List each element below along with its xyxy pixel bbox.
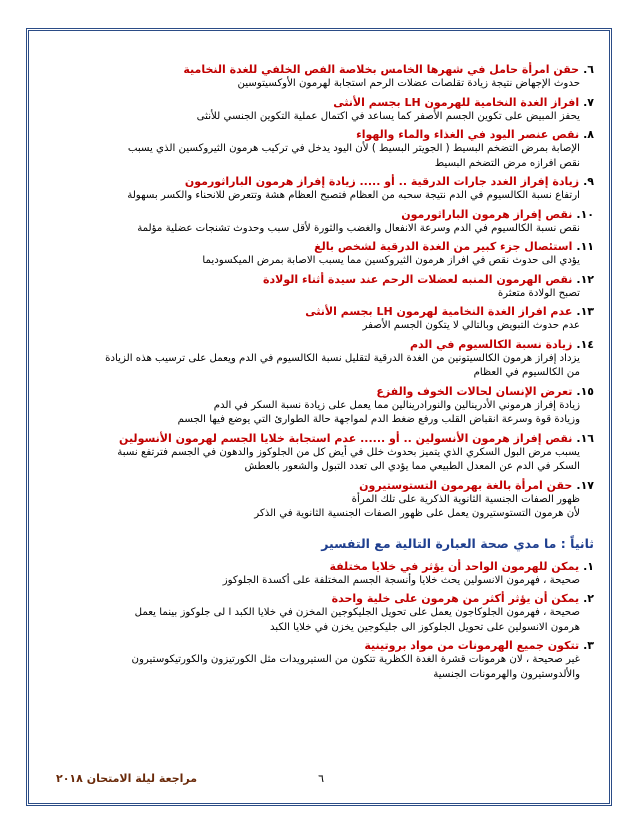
list-item (46, 62, 594, 92)
list-item (46, 478, 594, 522)
answer-line: يؤدي الى حدوث نقص في افراز هرمون الثيروكسين مما يسبب الاصابة بمرض الميكسوديما (202, 255, 580, 266)
answer-line: تصبح الولادة متعثرة (497, 287, 580, 299)
question-line (46, 272, 594, 287)
list-item (46, 384, 594, 428)
section-2-title (46, 536, 594, 551)
answer-line: وزيادة قوة وسرعة انقباض القلب ورفع ضغط الدم لمواجهة حالة الطوارئ التي يوضع فيها الجسم (177, 414, 580, 425)
answer-line: حدوث الإجهاض نتيجة زيادة تقلصات عضلات الرحم استجابة لهرمون الأوكسيتوسين (237, 78, 580, 89)
answer-line: يحفز المبيض على تكوين الجسم الأصفر كما يساعد في اكتمال عملية التكوين الجنسي للأنثى (196, 110, 580, 122)
item-number: ١٣. (576, 305, 594, 318)
answer-line: غير صحيحة ، لان هرمونات قشرة الغدة الكظرية تتكون من الستيرويدات مثل الكورتيزون والكورتيكوستيرون (131, 654, 580, 665)
answer-line: الإصابة بمرض التضخم البسيط ( الجويتر البسيط ) لأن اليود يدخل في تركيب هرمون الثيروكسين الذي يسبب (127, 143, 580, 154)
list-item (46, 559, 594, 589)
question-line (46, 304, 594, 319)
list-item (46, 207, 594, 237)
question-text: تتكون جميع الهرمونات من مواد بروتينية (364, 639, 580, 652)
causes-list (46, 62, 594, 522)
question-text: افراز الغدة النخامية للهرمون LH بجسم الأنثى (333, 95, 580, 109)
item-number: ٩. (583, 175, 594, 188)
list-item (46, 239, 594, 269)
question-text: يمكن أن يؤثر أكثر من هرمون على خلية واحدة (331, 592, 580, 605)
question-text: استئصال جزء كبير من الغدة الدرقية لشخص بالغ (314, 240, 573, 253)
answer-line: هرمون الانسولين على تحويل الجلوكوز الى جليكوجين يخزن في خلايا الكبد (269, 621, 580, 633)
true-false-list (46, 559, 594, 683)
answer-line: من الكالسيوم في العظام (473, 367, 580, 378)
answer-line: زيادة إفراز هرموني الأدرينالين والنورادرينالين مما يعمل على زيادة نسبة السكر في الدم (213, 399, 580, 411)
answer-line: يسبب مرض البول السكري الذي يتميز بحدوث خلل في أيض كل من الجلوكوز والدهون في الجسم فترتفع نسبة (117, 446, 580, 458)
item-number: ٧. (583, 95, 594, 109)
item-number: ١٧. (576, 478, 594, 492)
question-text: نقص الهرمون المنبه لعضلات الرحم عند سيدة أثناء الولادة (262, 272, 573, 286)
answer-line: ارتفاع نسبة الكالسيوم في الدم نتيجة سحبه من العظام فتصبح العظام هشة وتتعرض للانحناء والكسر بسهولة (127, 190, 580, 201)
question-text: يمكن للهرمون الواحد أن يؤثر في خلايا مختلفة (329, 559, 580, 573)
list-item (46, 638, 594, 682)
question-line (46, 591, 594, 606)
section-title-text: ثانياً : ما مدي صحة العبارة التالية مع التفسير (321, 535, 594, 551)
answer-line: صحيحة ، فهرمون الجلوكاجون يعمل على تحويل الجليكوجين المخزن في خلايا الكبد ا لى جلوكوز بينما يعمل (134, 607, 580, 618)
question-line (46, 384, 594, 399)
question-line (46, 95, 594, 110)
question-line (46, 239, 594, 254)
list-item (46, 174, 594, 204)
list-item (46, 127, 594, 171)
item-number: ٨. (583, 128, 594, 141)
question-line (46, 431, 594, 446)
question-text: نقص إفراز هرمون الباراثورمون (401, 207, 573, 221)
answer-line: ظهور الصفات الجنسية الثانوية الذكرية على تلك المرأة (351, 493, 580, 505)
list-item (46, 431, 594, 475)
question-text: نقص إفراز هرمون الأنسولين .. أو ...... عدم استجابة خلايا الجسم لهرمون الأنسولين (119, 431, 573, 445)
page-number: ٦ (318, 772, 324, 785)
question-line (46, 559, 594, 574)
question-line (46, 638, 594, 653)
question-text: نقص عنصر اليود في الغذاء والماء والهواء (356, 128, 580, 141)
item-number: ١٥. (576, 384, 594, 398)
question-line (46, 478, 594, 493)
item-number: ١١. (576, 240, 594, 253)
answer-line: نقص نسبة الكالسيوم في الدم وسرعة الانفعال والغضب والثورة لأقل سبب وحدوث تشنجات عضلية مؤلمة (137, 222, 580, 234)
question-line (46, 337, 594, 352)
question-line (46, 62, 594, 77)
item-number: ١٠. (576, 207, 594, 221)
question-line (46, 127, 594, 142)
answer-line: نقص افرازه مرض التضخم البسيط (434, 157, 580, 169)
item-number: ١. (583, 559, 594, 573)
item-number: ٢. (583, 592, 594, 605)
question-text: زيادة نسبة الكالسيوم في الدم (409, 337, 573, 351)
list-item (46, 95, 594, 125)
question-text: تعرض الإنسان لحالات الخوف والفزع (376, 384, 573, 398)
answer-line: لأن هرمون التستوستيرون يعمل على ظهور الصفات الجنسية الثانوية في الذكر (254, 508, 580, 519)
list-item (46, 337, 594, 381)
question-line (46, 174, 594, 189)
item-number: ١٢. (576, 272, 594, 286)
question-text: عدم افراز الغدة النخامية لهرمون LH بجسم الأنثى (305, 305, 573, 318)
question-line (46, 207, 594, 222)
item-number: ١٤. (576, 337, 594, 351)
document-body (46, 62, 594, 685)
answer-line: والألدوستيرون والهرمونات الجنسية (433, 668, 580, 680)
list-item (46, 304, 594, 334)
question-text: زيادة إفراز الغدد جارات الدرقية .. أو ..... زيادة إفراز هرمون الباراثورمون (184, 175, 580, 188)
item-number: ١٦. (576, 431, 594, 445)
item-number: ٣. (583, 639, 594, 652)
answer-line: عدم حدوث التبويض وبالتالي لا يتكون الجسم الأصفر (362, 320, 580, 331)
question-text: حقن امرأة حامل في شهرها الخامس بخلاصة الفص الخلفي للغدة النخامية (183, 63, 580, 76)
item-number: ٦. (583, 63, 594, 76)
answer-line: يزداد إفراز هرمون الكالسيتونين من الغدة الدرقية لتقليل نسبة الكالسيوم في الدم ويعمل على ترسيب هذه الزيادة (105, 352, 580, 364)
list-item (46, 272, 594, 302)
list-item (46, 591, 594, 635)
footer-review-label: مراجعة ليلة الامتحان ٢٠١٨ (56, 772, 198, 785)
question-text: حقن امرأة بالغة بهرمون التستوستيرون (359, 478, 573, 492)
answer-line: السكر في الدم عن المعدل الطبيعي مما يؤدي الى تعدد التبول والشعور بالعطش (244, 461, 580, 472)
answer-line: صحيحة ، فهرمون الانسولين يحث خلايا وأنسجة الجسم المختلفة على أكسدة الجلوكوز (222, 574, 580, 586)
